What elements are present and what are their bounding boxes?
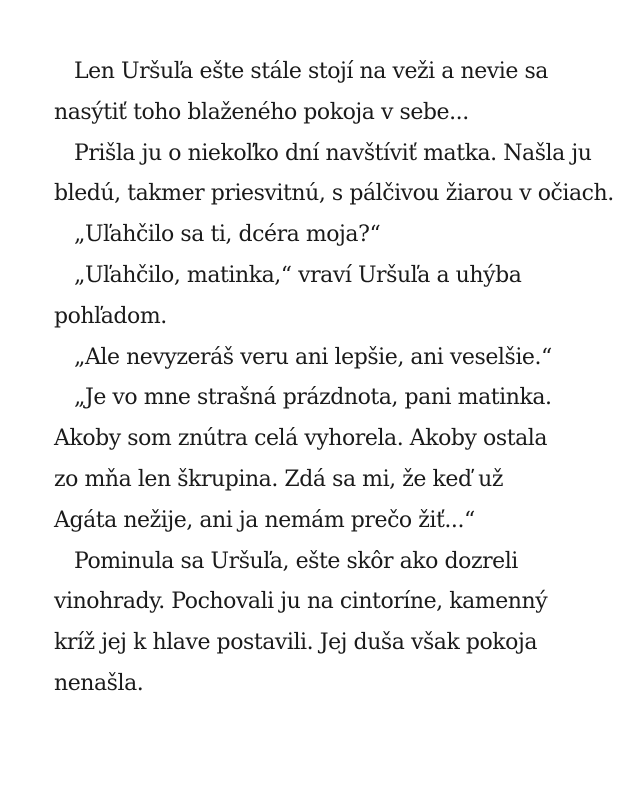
text-line: kríž jej k hlave postavili. Jej duša však pokoja <box>54 630 538 656</box>
text-line: Len Uršuľa ešte stále stojí na veži a nevie sa <box>74 59 548 84</box>
text-line: pohľadom. <box>54 303 167 329</box>
text-line: vinohrady. Pochovali ju na cintoríne, kamenný <box>54 589 548 615</box>
text-line: zo mňa len škrupina. Zdá sa mi, že keď už <box>54 466 503 492</box>
text-line: bledú, takmer priesvitnú, s pálčivou žiarou v očiach. <box>54 181 614 207</box>
text-line: nasýtiť toho blaženého pokoja v sebe... <box>54 99 469 125</box>
text-line: nenašla. <box>54 670 144 696</box>
text-line: „Je vo mne strašná prázdnota, pani matinka. <box>74 385 552 411</box>
text-line: Akoby som znútra celá vyhorela. Akoby ostala <box>54 426 547 452</box>
text-line: „Ale nevyzeráš veru ani lepšie, ani veselšie.“ <box>74 344 552 370</box>
text-line: Pominula sa Uršuľa, ešte skôr ako dozreli <box>74 548 518 574</box>
text-line: „Uľahčilo, matinka,“ vraví Uršuľa a uhýba <box>74 262 522 288</box>
text-line: „Uľahčilo sa ti, dcéra moja?“ <box>74 222 381 248</box>
text-line: Prišla ju o niekoľko dní navštíviť matka. Našla ju <box>74 140 592 166</box>
body-text <box>54 52 614 705</box>
text-line: Agáta nežije, ani ja nemám prečo žiť...“ <box>54 507 475 533</box>
